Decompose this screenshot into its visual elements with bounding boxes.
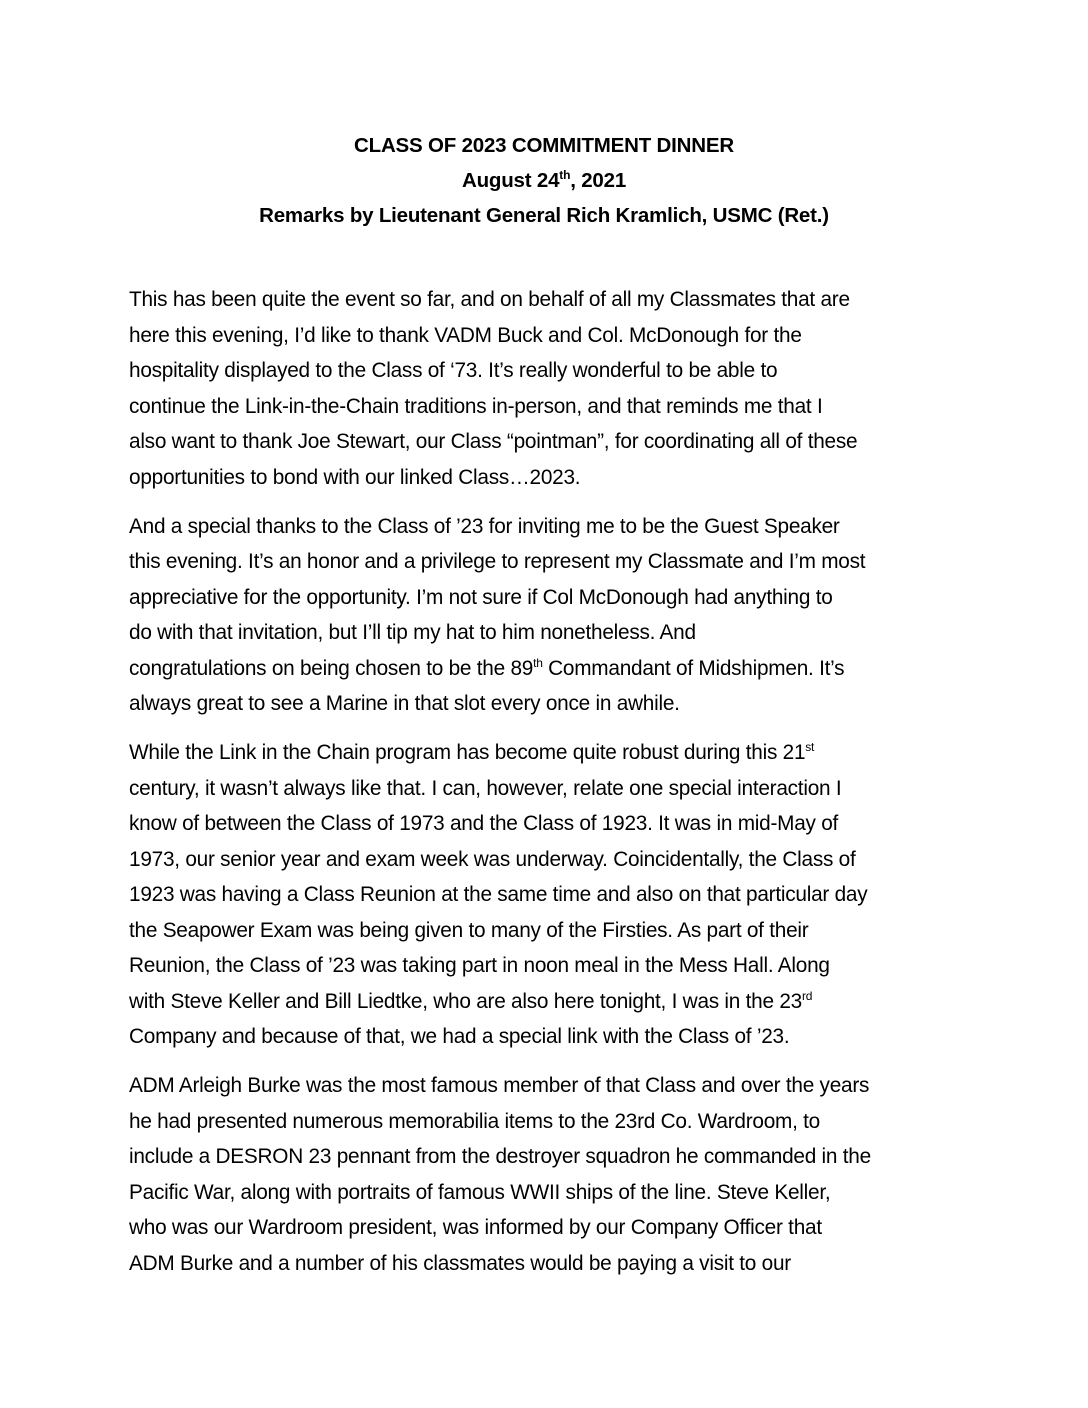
- document-title: CLASS OF 2023 COMMITMENT DINNER: [354, 134, 734, 157]
- paragraph-line: always great to see a Marine in that slot every once in awhile.: [129, 692, 680, 715]
- date-superscript: th: [559, 168, 571, 182]
- paragraph-line: 1973, our senior year and exam week was underway. Coincidentally, the Class of: [129, 847, 856, 871]
- paragraph-1: [129, 282, 965, 495]
- paragraph-line: 1923 was having a Class Reunion at the same time and also on that particular day: [129, 883, 868, 906]
- document-byline: Remarks by Lieutenant General Rich Kramlich, USMC (Ret.): [259, 204, 829, 227]
- paragraph-line: opportunities to bond with our linked Class…2023.: [129, 465, 581, 489]
- paragraph-line: do with that invitation, but I’ll tip my hat to him nonetheless. And: [129, 621, 696, 644]
- paragraph-line: with Steve Keller and Bill Liedtke, who are also here tonight, I was in the 23rd: [129, 988, 813, 1013]
- paragraph-line: ADM Arleigh Burke was the most famous member of that Class and over the years: [129, 1074, 870, 1097]
- paragraph-4: [129, 1068, 965, 1281]
- document-body: [129, 282, 965, 1295]
- paragraph-line: Reunion, the Class of ’23 was taking part in noon meal in the Mess Hall. Along: [129, 954, 830, 977]
- document-header: [0, 128, 1088, 233]
- paragraph-line: appreciative for the opportunity. I’m not sure if Col McDonough had anything to: [129, 585, 833, 609]
- paragraph-line: While the Link in the Chain program has become quite robust during this 21st: [129, 740, 815, 764]
- paragraph-line: And a special thanks to the Class of ’23 for inviting me to be the Guest Speaker: [129, 514, 840, 538]
- paragraph-line: congratulations on being chosen to be the 89th Commandant of Midshipmen. It’s: [129, 655, 845, 680]
- paragraph-3: [129, 735, 965, 1055]
- paragraph-line: he had presented numerous memorabilia items to the 23rd Co. Wardroom, to: [129, 1109, 820, 1133]
- paragraph-line: Pacific War, along with portraits of famous WWII ships of the line. Steve Keller,: [129, 1180, 831, 1204]
- paragraph-line: this evening. It’s an honor and a privilege to represent my Classmate and I’m most: [129, 550, 866, 573]
- date-year: , 2021: [570, 169, 627, 192]
- paragraph-line: the Seapower Exam was being given to many of the Firsties. As part of their: [129, 918, 809, 942]
- paragraph-line: Company and because of that, we had a special link with the Class of ’23.: [129, 1025, 790, 1048]
- paragraph-line: hospitality displayed to the Class of ‘73. It’s really wonderful to be able to: [129, 359, 778, 382]
- paragraph-line: This has been quite the event so far, and on behalf of all my Classmates that are: [129, 288, 850, 311]
- paragraph-line: who was our Wardroom president, was informed by our Company Officer that: [129, 1216, 822, 1239]
- paragraph-line: here this evening, I’d like to thank VADM Buck and Col. McDonough for the: [129, 323, 802, 347]
- paragraph-line: also want to thank Joe Stewart, our Class “pointman”, for coordinating all of these: [129, 430, 858, 453]
- date-text: August 24: [461, 169, 560, 192]
- paragraph-2: [129, 509, 965, 722]
- paragraph-line: continue the Link-in-the-Chain traditions in-person, and that reminds me that I: [129, 394, 823, 418]
- document-date: [0, 163, 1088, 198]
- paragraph-line: know of between the Class of 1973 and the Class of 1923. It was in mid-May of: [129, 812, 839, 835]
- paragraph-line: ADM Burke and a number of his classmates would be paying a visit to our: [129, 1251, 791, 1275]
- paragraph-line: include a DESRON 23 pennant from the destroyer squadron he commanded in the: [129, 1145, 871, 1168]
- paragraph-line: century, it wasn’t always like that. I can, however, relate one special interaction I: [129, 776, 842, 800]
